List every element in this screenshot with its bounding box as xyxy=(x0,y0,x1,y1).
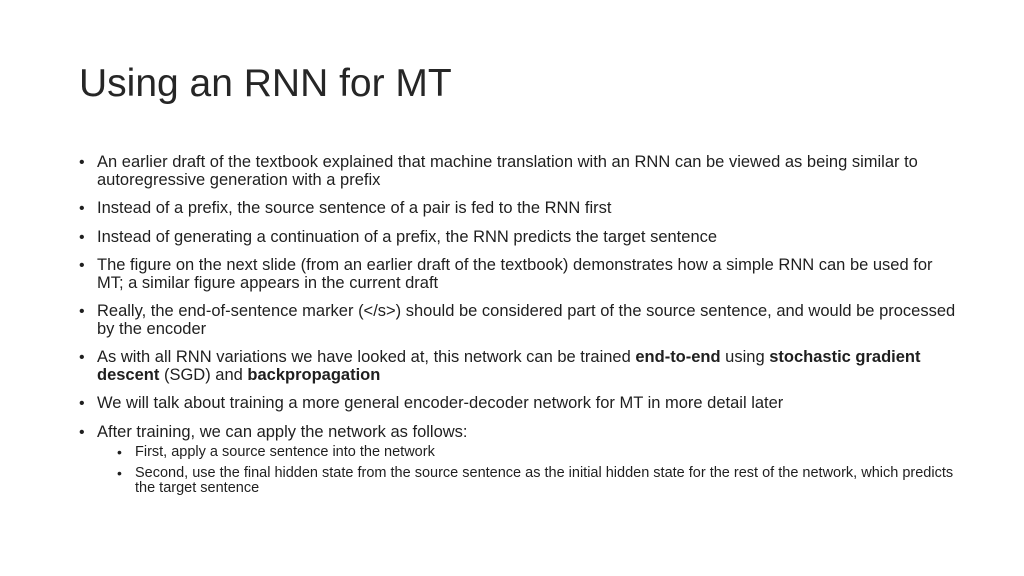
bullet-item xyxy=(79,200,959,218)
bullet-item xyxy=(79,303,959,338)
bullet-item xyxy=(79,424,959,497)
bullet-item xyxy=(79,229,959,247)
bold-term-backpropagation: backpropagation xyxy=(247,365,381,384)
bullet-text xyxy=(97,348,921,384)
bullet-text-segment: (SGD) and xyxy=(159,365,248,384)
bullet-item xyxy=(79,154,959,189)
bullet-text: Really, the end-of-sentence marker (</s>) should be considered part of the source sentence, and would be processed by the encoder xyxy=(97,302,956,338)
bullet-text: The figure on the next slide (from an earlier draft of the textbook) demonstrates how a simple RNN can be used for MT; a similar figure appears in the current draft xyxy=(97,256,933,292)
bold-term-sgd: stochastic gradient descent xyxy=(97,348,921,384)
sub-bullet-item xyxy=(117,466,959,497)
bullet-text: An earlier draft of the textbook explained that machine translation with an RNN can be viewed as being similar to autoregressive generation with a prefix xyxy=(97,153,918,189)
bullet-item xyxy=(79,257,959,292)
bullet-list xyxy=(79,154,959,508)
bullet-text: We will talk about training a more general encoder-decoder network for MT in more detail later xyxy=(97,394,784,412)
slide-title: Using an RNN for MT xyxy=(79,62,452,105)
bold-term-end-to-end: end-to-end xyxy=(635,348,721,366)
bullet-text-segment: As with all RNN variations we have looked at, this network can be trained xyxy=(97,348,636,366)
bullet-text-segment: using xyxy=(720,348,770,366)
bullet-text: Instead of generating a continuation of a prefix, the RNN predicts the target sentence xyxy=(97,227,718,246)
sub-bullet-item xyxy=(117,445,959,461)
bullet-item xyxy=(79,395,959,413)
bullet-text: After training, we can apply the network as follows: xyxy=(97,422,468,441)
sub-bullet-list xyxy=(97,445,959,497)
bullet-text: Instead of a prefix, the source sentence of a pair is fed to the RNN first xyxy=(97,199,612,217)
bullet-item xyxy=(79,349,959,384)
sub-bullet-text: Second, use the final hidden state from the source sentence as the initial hidden state for the rest of the network, which predicts the target sentence xyxy=(135,464,954,496)
sub-bullet-text: First, apply a source sentence into the network xyxy=(135,444,435,460)
